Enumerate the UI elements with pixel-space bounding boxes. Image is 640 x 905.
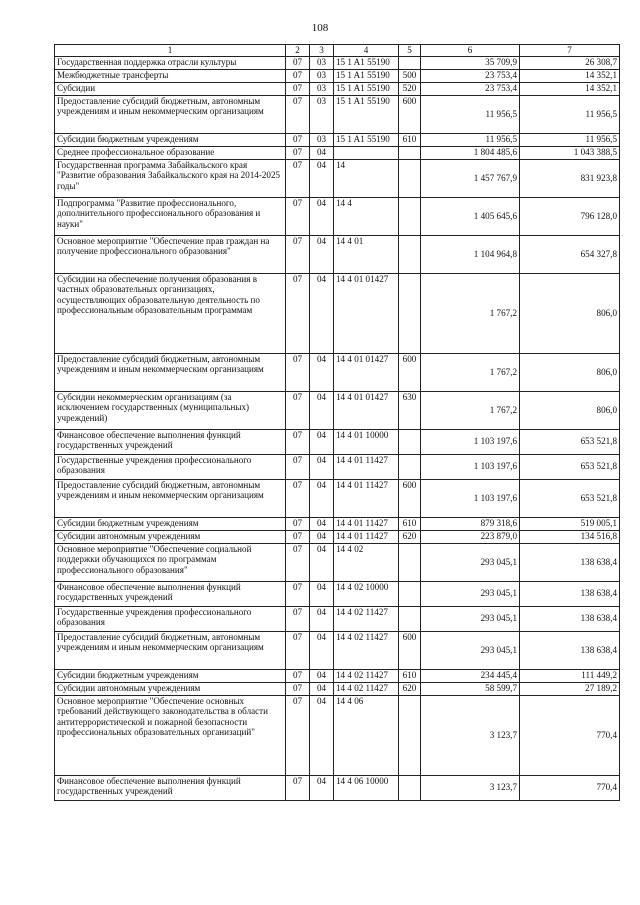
target-article-code: 15 1 A1 55190 [334,95,399,133]
section-code: 07 [286,273,310,353]
row-name: Основное мероприятие "Обеспечение основных требований действующего законодательства в области антитеррористической и пожарной безопасности профессиональных образовательных организаций" [55,695,286,775]
table-row [55,669,620,682]
target-article-code: 14 4 01 11427 [334,530,399,543]
subsection-code: 04 [310,530,334,543]
amount-year-2: 138 638,4 [520,581,620,606]
section-code: 07 [286,775,310,800]
subsection-code: 04 [310,581,334,606]
subsection-code: 04 [310,606,334,631]
table-row [55,631,620,669]
table-row [55,197,620,235]
target-article-code: 14 4 02 11427 [334,669,399,682]
section-code: 07 [286,69,310,82]
amount-year-2: 138 638,4 [520,606,620,631]
expense-type-code [399,235,421,273]
column-header: 1 [55,45,286,57]
amount-year-2: 796 128,0 [520,197,620,235]
target-article-code: 14 4 01 [334,235,399,273]
subsection-code: 04 [310,391,334,429]
amount-year-1: 3 123,7 [421,695,520,775]
page-number: 108 [311,22,329,34]
expense-type-code [399,197,421,235]
row-name: Субсидии бюджетным учреждениям [55,669,286,682]
row-name: Государственные учреждения профессионального образования [55,606,286,631]
section-code: 07 [286,695,310,775]
amount-year-1: 1 767,2 [421,391,520,429]
subsection-code: 03 [310,95,334,133]
target-article-code: 14 4 02 11427 [334,631,399,669]
subsection-code: 03 [310,56,334,69]
target-article-code: 15 1 A1 55190 [334,69,399,82]
section-code: 07 [286,606,310,631]
table-row [55,146,620,159]
expense-type-code [399,543,421,581]
amount-year-1: 11 956,5 [421,95,520,133]
target-article-code: 14 4 01 11427 [334,479,399,517]
amount-year-2: 138 638,4 [520,631,620,669]
subsection-code: 04 [310,631,334,669]
amount-year-1: 1 804 485,6 [421,146,520,159]
amount-year-2: 806,0 [520,353,620,391]
subsection-code: 04 [310,159,334,197]
amount-year-1: 58 599,7 [421,682,520,695]
target-article-code: 14 [334,159,399,197]
subsection-code: 04 [310,454,334,479]
amount-year-2: 806,0 [520,273,620,353]
amount-year-2: 519 005,1 [520,517,620,530]
row-name: Субсидии [55,82,286,95]
amount-year-2: 134 516,8 [520,530,620,543]
subsection-code: 04 [310,682,334,695]
table-row [55,235,620,273]
expense-type-code [399,429,421,454]
table-row [55,82,620,95]
target-article-code: 14 4 01 01427 [334,353,399,391]
amount-year-1: 293 045,1 [421,581,520,606]
subsection-code: 04 [310,669,334,682]
expense-type-code [399,273,421,353]
subsection-code: 03 [310,82,334,95]
table-row [55,543,620,581]
target-article-code: 14 4 02 [334,543,399,581]
table-row [55,391,620,429]
expense-type-code [399,454,421,479]
table-row [55,133,620,146]
row-name: Финансовое обеспечение выполнения функций государственных учреждений [55,775,286,800]
amount-year-2: 1 043 388,5 [520,146,620,159]
section-code: 07 [286,391,310,429]
column-header: 6 [421,45,520,57]
table-row [55,606,620,631]
row-name: Субсидии некоммерческим организациям (за исключением государственных (муниципальных) учреждений) [55,391,286,429]
target-article-code: 15 1 A1 55190 [334,82,399,95]
column-header: 2 [286,45,310,57]
expense-type-code: 630 [399,391,421,429]
row-name: Субсидии автономным учреждениям [55,682,286,695]
amount-year-2: 653 521,8 [520,479,620,517]
expense-type-code [399,695,421,775]
target-article-code [334,146,399,159]
section-code: 07 [286,95,310,133]
target-article-code: 14 4 [334,197,399,235]
row-name: Подпрограмма "Развитие профессионального, дополнительного профессионального образования и науки" [55,197,286,235]
target-article-code: 14 4 02 11427 [334,682,399,695]
subsection-code: 03 [310,69,334,82]
amount-year-2: 14 352,1 [520,69,620,82]
section-code: 07 [286,631,310,669]
amount-year-2: 770,4 [520,695,620,775]
section-code: 07 [286,530,310,543]
subsection-code: 04 [310,479,334,517]
amount-year-1: 1 103 197,6 [421,479,520,517]
row-name: Финансовое обеспечение выполнения функций государственных учреждений [55,429,286,454]
table-row [55,353,620,391]
subsection-code: 04 [310,695,334,775]
section-code: 07 [286,454,310,479]
section-code: 07 [286,235,310,273]
expense-type-code: 610 [399,133,421,146]
section-code: 07 [286,517,310,530]
section-code: 07 [286,543,310,581]
amount-year-2: 831 923,8 [520,159,620,197]
column-header: 5 [399,45,421,57]
expense-type-code: 620 [399,682,421,695]
expense-type-code: 600 [399,479,421,517]
amount-year-1: 3 123,7 [421,775,520,800]
amount-year-2: 14 352,1 [520,82,620,95]
table-row [55,775,620,800]
target-article-code: 14 4 02 11427 [334,606,399,631]
subsection-code: 04 [310,273,334,353]
section-code: 07 [286,429,310,454]
amount-year-1: 223 879,0 [421,530,520,543]
row-name: Субсидии бюджетным учреждениям [55,133,286,146]
table-row [55,581,620,606]
amount-year-1: 23 753,4 [421,69,520,82]
expense-type-code: 620 [399,530,421,543]
target-article-code: 15 1 A1 55190 [334,56,399,69]
row-name: Субсидии автономным учреждениям [55,530,286,543]
amount-year-1: 1 104 964,8 [421,235,520,273]
section-code: 07 [286,82,310,95]
table-row [55,95,620,133]
row-name: Финансовое обеспечение выполнения функций государственных учреждений [55,581,286,606]
table-row [55,56,620,69]
row-name: Основное мероприятие "Обеспечение социальной поддержки обучающихся по программам профессионального образования" [55,543,286,581]
section-code: 07 [286,56,310,69]
amount-year-1: 234 445,4 [421,669,520,682]
target-article-code: 15 1 A1 55190 [334,133,399,146]
expense-type-code [399,581,421,606]
table-row [55,682,620,695]
table-row [55,159,620,197]
table-row [55,69,620,82]
target-article-code: 14 4 06 10000 [334,775,399,800]
section-code: 07 [286,133,310,146]
table-row [55,530,620,543]
row-name: Межбюджетные трансферты [55,69,286,82]
expense-type-code [399,159,421,197]
amount-year-2: 27 189,2 [520,682,620,695]
expense-type-code [399,775,421,800]
section-code: 07 [286,146,310,159]
column-header: 3 [310,45,334,57]
expense-type-code: 610 [399,669,421,682]
amount-year-1: 1 405 645,6 [421,197,520,235]
subsection-code: 04 [310,353,334,391]
amount-year-1: 23 753,4 [421,82,520,95]
row-name: Субсидии на обеспечение получения образования в частных образовательных организациях, осуществляющих образовательную деятельность по профессиональным образовательным программам [55,273,286,353]
target-article-code: 14 4 01 10000 [334,429,399,454]
amount-year-1: 293 045,1 [421,543,520,581]
row-name: Государственная программа Забайкальского края "Развитие образования Забайкальского края на 2014-2025 годы" [55,159,286,197]
subsection-code: 03 [310,133,334,146]
subsection-code: 04 [310,775,334,800]
amount-year-1: 1 103 197,6 [421,429,520,454]
target-article-code: 14 4 02 10000 [334,581,399,606]
section-code: 07 [286,669,310,682]
section-code: 07 [286,682,310,695]
amount-year-1: 35 709,9 [421,56,520,69]
section-code: 07 [286,197,310,235]
target-article-code: 14 4 01 11427 [334,517,399,530]
target-article-code: 14 4 01 01427 [334,391,399,429]
column-header: 4 [334,45,399,57]
amount-year-1: 293 045,1 [421,606,520,631]
amount-year-1: 293 045,1 [421,631,520,669]
row-name: Основное мероприятие "Обеспечение прав граждан на получение профессионального образования" [55,235,286,273]
subsection-code: 04 [310,197,334,235]
subsection-code: 04 [310,517,334,530]
amount-year-2: 654 327,8 [520,235,620,273]
row-name: Государственные учреждения профессионального образования [55,454,286,479]
row-name: Предоставление субсидий бюджетным, автономным учреждениям и иным некоммерческим организациям [55,479,286,517]
table-row [55,429,620,454]
amount-year-2: 138 638,4 [520,543,620,581]
column-header: 7 [520,45,620,57]
amount-year-2: 653 521,8 [520,454,620,479]
table-row [55,273,620,353]
section-code: 07 [286,159,310,197]
expense-type-code: 600 [399,95,421,133]
table-row [55,695,620,775]
amount-year-2: 11 956,5 [520,133,620,146]
target-article-code: 14 4 01 11427 [334,454,399,479]
subsection-code: 04 [310,543,334,581]
subsection-code: 04 [310,429,334,454]
amount-year-2: 770,4 [520,775,620,800]
row-name: Субсидии бюджетным учреждениям [55,517,286,530]
table-row [55,454,620,479]
amount-year-1: 1 767,2 [421,273,520,353]
subsection-code: 04 [310,146,334,159]
amount-year-2: 806,0 [520,391,620,429]
row-name: Среднее профессиональное образование [55,146,286,159]
amount-year-2: 653 521,8 [520,429,620,454]
amount-year-2: 26 308,7 [520,56,620,69]
section-code: 07 [286,479,310,517]
amount-year-1: 1 767,2 [421,353,520,391]
expense-type-code: 610 [399,517,421,530]
expense-type-code [399,606,421,631]
expense-type-code [399,56,421,69]
budget-table [54,44,620,801]
expense-type-code: 600 [399,631,421,669]
subsection-code: 04 [310,235,334,273]
row-name: Предоставление субсидий бюджетным, автономным учреждениям и иным некоммерческим организациям [55,631,286,669]
expense-type-code [399,146,421,159]
amount-year-1: 11 956,5 [421,133,520,146]
table-row [55,517,620,530]
section-code: 07 [286,581,310,606]
header-row [55,45,620,57]
amount-year-2: 111 449,2 [520,669,620,682]
expense-type-code: 520 [399,82,421,95]
expense-type-code: 500 [399,69,421,82]
amount-year-2: 11 956,5 [520,95,620,133]
row-name: Предоставление субсидий бюджетным, автономным учреждениям и иным некоммерческим организациям [55,95,286,133]
amount-year-1: 1 103 197,6 [421,454,520,479]
amount-year-1: 879 318,6 [421,517,520,530]
target-article-code: 14 4 01 01427 [334,273,399,353]
section-code: 07 [286,353,310,391]
row-name: Предоставление субсидий бюджетным, автономным учреждениям и иным некоммерческим организациям [55,353,286,391]
table-row [55,479,620,517]
amount-year-1: 1 457 767,9 [421,159,520,197]
expense-type-code: 600 [399,353,421,391]
row-name: Государственная поддержка отрасли культуры [55,56,286,69]
target-article-code: 14 4 06 [334,695,399,775]
